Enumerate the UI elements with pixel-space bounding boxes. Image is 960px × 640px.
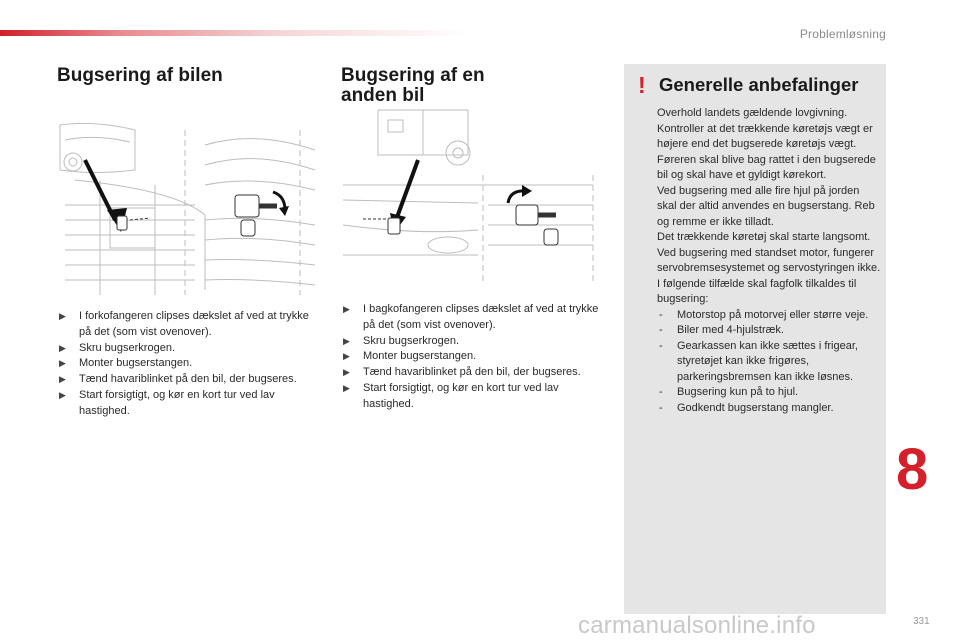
panel-paragraph: Ved bugsering med alle fire hjul på jorden skal der altid anvendes en bugserstang. Reb og remme er ikke tilladt. [657, 184, 875, 228]
list-item: - Bugsering kun på to hjul. [657, 385, 882, 401]
step-marker-icon: ▶ [59, 374, 66, 385]
list-item: ▶ I forkofangeren clipses dækslet af ved at trykke på det (som vist ovenover). [59, 310, 309, 338]
general-recommendations-panel [624, 64, 886, 614]
panel-paragraph: Det trækkende køretøj skal starte langsomt. [657, 231, 871, 243]
dash-icon: - [659, 324, 663, 336]
list-item: ▶ Monter bugserstangen. [57, 356, 317, 372]
panel-paragraph: Overhold landets gældende lovgivning. [657, 107, 848, 119]
list-item: ▶ Tænd havariblinket på den bil, der bugseres. [57, 372, 317, 388]
professional-help-list [657, 308, 882, 417]
front-towing-heading: Bugsering af bilen [57, 65, 223, 86]
step-marker-icon: ▶ [59, 311, 66, 321]
list-item: ▶ Start forsigtigt, og kør en kort tur ved lav hastighed. [59, 388, 275, 417]
list-item: - Gearkassen kan ikke sættes i frigear, styretøjet kan ikke frigøres, parkeringsbremsen kan ikke løsnes. [659, 339, 858, 383]
front-bumper-towing-illustration [55, 120, 320, 300]
panel-paragraph: I følgende tilfælde skal fagfolk tilkaldes til bugsering: [657, 277, 857, 305]
chapter-number: 8 [896, 437, 929, 502]
panel-paragraph: Føreren skal blive bag rattet i den bugserede bil og skal have et gyldigt kørekort. [657, 153, 876, 181]
panel-title: Generelle anbefalinger [659, 74, 859, 95]
step-marker-icon: ▶ [59, 342, 66, 353]
panel-body [657, 106, 882, 416]
step-marker-icon: ▶ [343, 304, 350, 314]
rear-bumper-towing-illustration [338, 105, 603, 290]
watermark: carmanualsonline.info [578, 612, 816, 639]
list-item: - Biler med 4-hjulstræk. [657, 323, 882, 339]
other-vehicle-towing-steps [341, 302, 603, 413]
dash-icon: - [659, 308, 663, 321]
list-item: ▶ Tænd havariblinket på den bil, der bugseres. [341, 365, 603, 381]
page-number: 331 [913, 616, 930, 627]
step-marker-icon: ▶ [59, 358, 66, 369]
list-item: ▶ I bagkofangeren clipses dækslet af ved at trykke på det (som vist ovenover). [343, 303, 599, 331]
list-item: ▶ Skru bugserkrogen. [57, 341, 317, 357]
step-marker-icon: ▶ [343, 367, 350, 378]
list-item: - Godkendt bugserstang mangler. [657, 401, 882, 417]
list-item: - Motorstop på motorvej eller større veje. [657, 308, 882, 324]
step-marker-icon: ▶ [59, 389, 66, 400]
header-accent-bar [0, 30, 470, 36]
step-marker-icon: ▶ [343, 382, 350, 393]
dash-icon: - [659, 386, 663, 398]
list-item: ▶ Start forsigtigt, og kør en kort tur ved lav hastighed. [343, 381, 559, 410]
panel-paragraph: Ved bugsering med standset motor, fungerer servobremsesystemet og servostyringen ikke. [657, 246, 881, 274]
section-title: Problemløsning [799, 27, 886, 41]
list-item: ▶ Monter bugserstangen. [341, 349, 603, 365]
dash-icon: - [659, 401, 663, 414]
step-marker-icon: ▶ [343, 351, 350, 362]
dash-icon: - [659, 339, 663, 352]
list-item: ▶ Skru bugserkrogen. [341, 334, 603, 350]
warning-icon: ! [638, 72, 646, 98]
step-marker-icon: ▶ [343, 335, 350, 346]
other-vehicle-towing-heading: Bugsering af en anden bil [341, 65, 485, 106]
panel-paragraph: Kontroller at det trækkende køretøjs vægt er højere end det bugserede køretøjs vægt. [657, 122, 873, 150]
front-towing-steps [57, 309, 317, 420]
